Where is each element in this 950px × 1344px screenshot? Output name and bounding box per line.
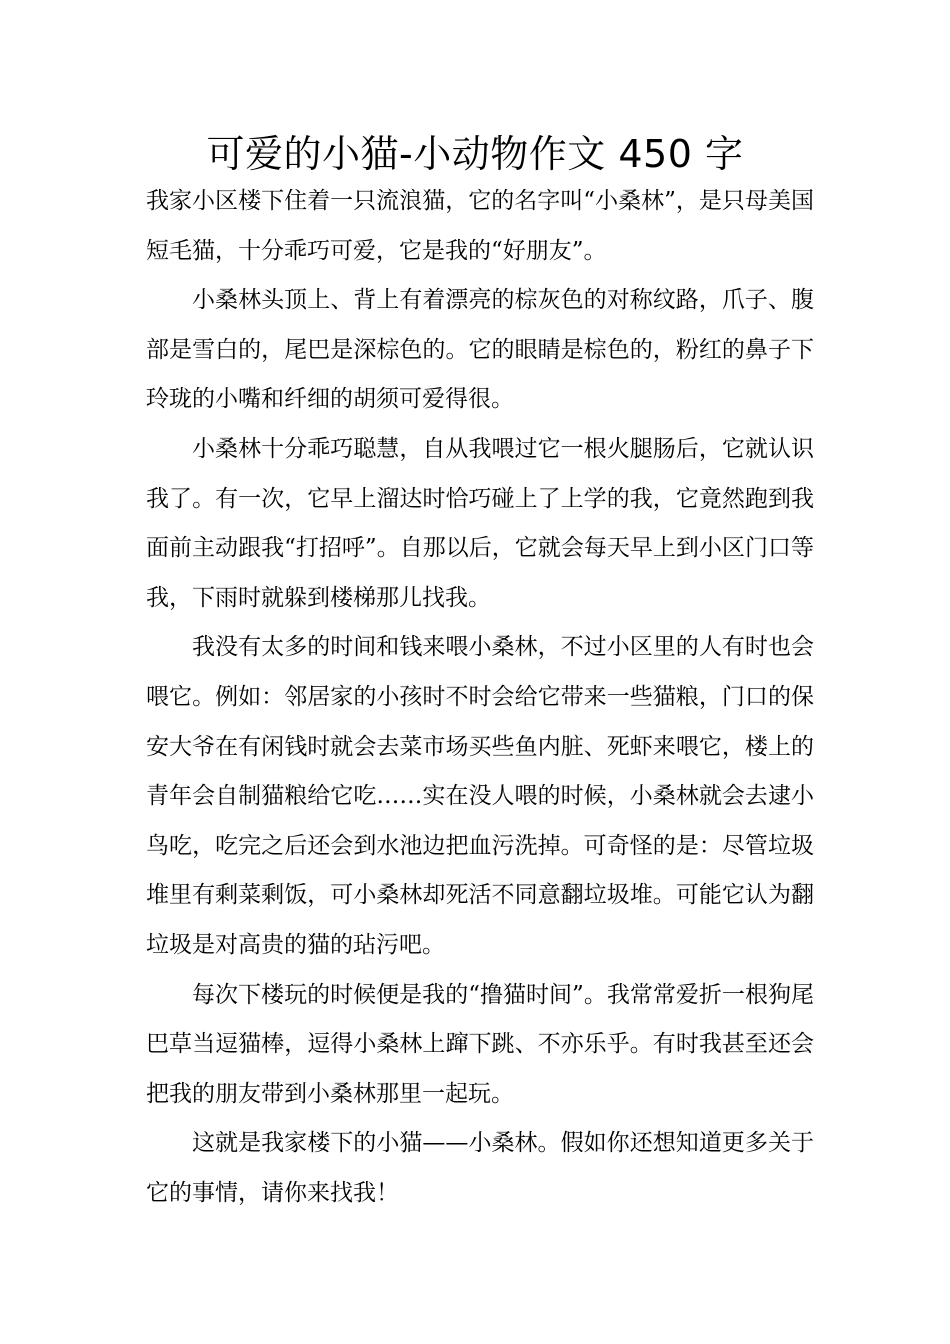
document-title: 可爱的小猫-小动物作文 450 字	[206, 132, 744, 176]
paragraph-5: 每次下楼玩的时候便是我的“撸猫时间”。我常常爱折一根狗尾巴草当逗猫棒，逗得小桑林上蹿下跳、不亦乐乎。有时我甚至还会把我的朋友带到小桑林那里一起玩。	[146, 981, 814, 1107]
paragraph-2: 小桑林头顶上、背上有着漂亮的棕灰色的对称纹路，爪子、腹部是雪白的，尾巴是深棕色的。它的眼睛是棕色的，粉红的鼻子下玲珑的小嘴和纤细的胡须可爱得很。	[146, 287, 814, 413]
document-body	[146, 177, 814, 1218]
paragraph-1: 我家小区楼下住着一只流浪猫，它的名字叫“小桑林”，是只母美国短毛猫，十分乖巧可爱，它是我的“好朋友”。	[146, 188, 814, 264]
paragraph-3: 小桑林十分乖巧聪慧，自从我喂过它一根火腿肠后，它就认识我了。有一次，它早上溜达时恰巧碰上了上学的我，它竟然跑到我面前主动跟我“打招呼”。自那以后，它就会每天早上到小区门口等我，下雨时就躲到楼梯那儿找我。	[146, 435, 814, 611]
paragraph-6: 这就是我家楼下的小猫——小桑林。假如你还想知道更多关于它的事情，请你来找我！	[146, 1130, 814, 1206]
paragraph-4: 我没有太多的时间和钱来喂小桑林，不过小区里的人有时也会喂它。例如：邻居家的小孩时不时会给它带来一些猫粮，门口的保安大爷在有闲钱时就会去菜市场买些鱼内脏、死虾来喂它，楼上的青年会自制猫粮给它吃……实在没人喂的时候，小桑林就会去逮小鸟吃，吃完之后还会到水池边把血污洗掉。可奇怪的是：尽管垃圾堆里有剩菜剩饭，可小桑林却死活不同意翻垃圾堆。可能它认为翻垃圾是对高贵的猫的玷污吧。	[146, 634, 814, 958]
